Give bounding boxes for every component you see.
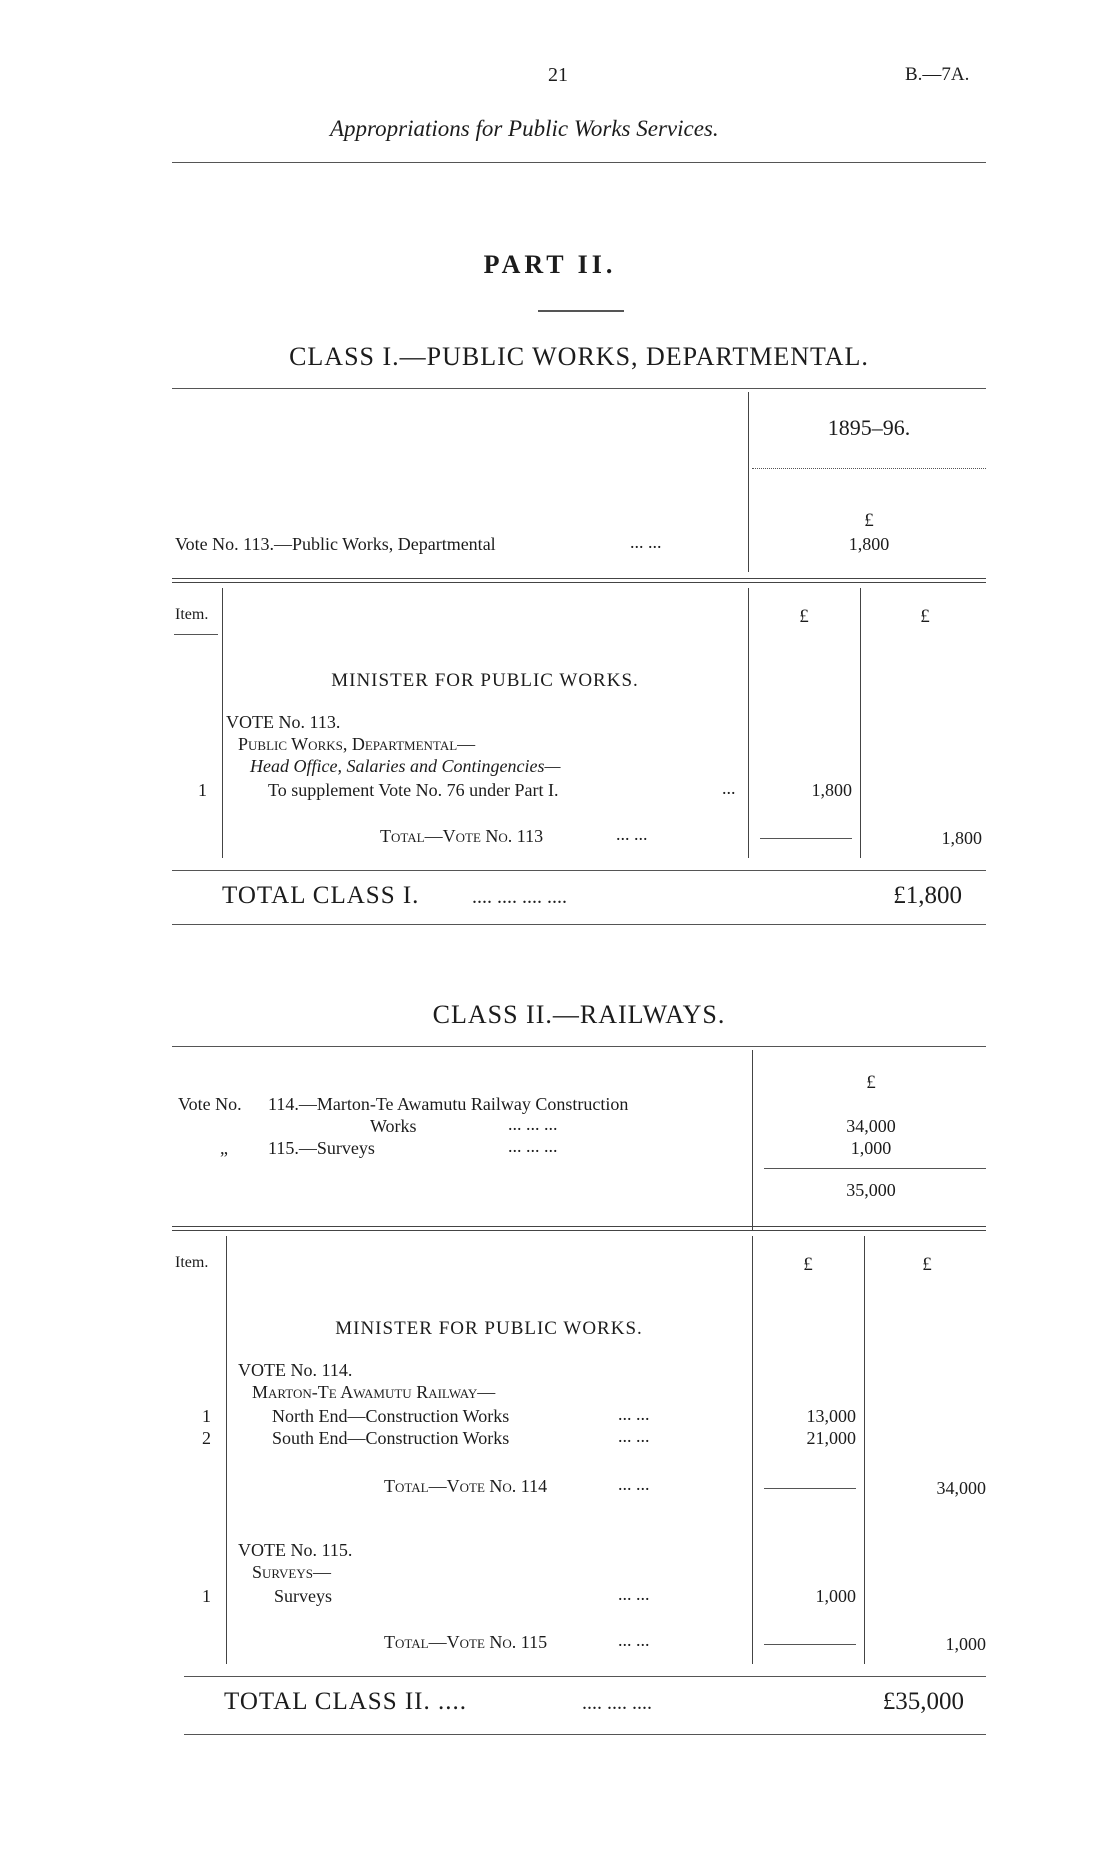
class1-item-header: Item. [175,606,209,623]
class1-total-dots: .... .... .... .... [472,886,567,908]
vote115-item-1-dots: ... ... [618,1584,650,1604]
class1-total-vote-dots: ... ... [616,824,648,844]
class2-summary-vote-115: 115.—Surveys [268,1138,375,1158]
class2-minister-heading: MINISTER FOR PUBLIC WORKS. [335,1318,643,1339]
class2-col1-currency: £ [803,1254,813,1275]
class1-item-amount: 1,800 [811,780,852,800]
class2-summary-vote-114: 114.—Marton-Te Awamutu Railway Construction [268,1094,629,1114]
class1-bottom-rule [172,924,986,925]
class2-col1-divider [752,1236,753,1664]
class2-item-divider [226,1236,227,1664]
class2-summary-total: 35,000 [846,1180,896,1200]
class1-vote-subhead: Head Office, Salaries and Contingencies— [250,756,561,776]
vote114-total-amount: 34,000 [936,1478,986,1498]
class1-col2-currency: £ [920,606,930,627]
vote115-item-1-number: 1 [202,1586,211,1606]
vote115-total-amount: 1,000 [945,1634,986,1654]
vote114-item-1-description: North End—Construction Works [272,1406,510,1426]
class2-summary-dots-114: ... ... ... [508,1114,558,1134]
class1-item-number: 1 [198,780,207,800]
class1-total-amount: £1,800 [893,882,962,909]
class2-top-rule [172,1046,986,1047]
class2-summary-prefix: Vote No. [178,1094,242,1114]
class2-title: CLASS II.—RAILWAYS. [432,1000,726,1029]
class1-total-label: TOTAL CLASS I. [222,882,420,909]
class2-item-header: Item. [175,1254,209,1271]
class2-bottom-rule [184,1734,986,1735]
vote114-item-1-dots: ... ... [618,1404,650,1424]
class1-summary-bottom-rule [172,578,986,583]
vote114-total-dots: ... ... [618,1474,650,1494]
vote114-total-label: Total—Vote No. 114 [384,1476,548,1496]
vote115-item-1-description: Surveys [274,1586,332,1606]
class1-summary-vote-113: Vote No. 113.—Public Works, Departmental [175,534,496,554]
vote115-total-label: Total—Vote No. 115 [384,1632,548,1652]
class2-summary-amount-114: 34,000 [846,1116,896,1136]
class1-vote-subtitle: Public Works, Departmental— [238,734,476,754]
vote114-heading: VOTE No. 114. [238,1360,353,1380]
vote115-item-1-amount: 1,000 [815,1586,856,1606]
header-rule [172,162,986,163]
class1-col2-divider [860,588,861,858]
class1-year-rule [752,468,986,469]
vote114-item-1-amount: 13,000 [806,1406,856,1426]
document-reference: B.—7A. [905,64,970,85]
class1-total-vote-label: Total—Vote No. 113 [380,826,544,846]
class2-summary-sum-rule [764,1168,986,1169]
class1-top-rule [172,388,986,389]
class2-total-top-rule [184,1676,986,1677]
class2-total-label: TOTAL CLASS II. .... [224,1688,467,1715]
class1-total-top-rule [172,870,986,871]
class2-col2-divider [864,1236,865,1664]
class2-summary-vote-114-cont: Works [370,1116,417,1136]
vote114-subtitle: Marton-Te Awamutu Railway— [252,1382,496,1402]
class1-summary-amount: 1,800 [848,534,890,554]
class2-summary-currency: £ [866,1072,876,1093]
class1-title: CLASS I.—PUBLIC WORKS, DEPARTMENTAL. [289,342,869,371]
part-title: PART II. [483,250,617,279]
page-number: 21 [548,64,568,86]
vote114-total-rule [764,1488,856,1489]
class1-summary-divider [748,392,749,572]
class1-item-divider [222,588,223,858]
class2-col2-currency: £ [922,1254,932,1275]
part-title-rule [538,310,624,312]
vote114-item-2-amount: 21,000 [806,1428,856,1448]
class1-item-header-rule [174,634,218,635]
vote115-total-dots: ... ... [618,1630,650,1650]
vote114-item-2-dots: ... ... [618,1426,650,1446]
class2-summary-ditto: „ [220,1138,228,1158]
class1-col1-divider [748,588,749,858]
class2-summary-amount-115: 1,000 [850,1138,892,1158]
class1-total-vote-amount: 1,800 [941,828,982,848]
class1-item-dots: ... [722,778,736,798]
vote114-item-1-number: 1 [202,1406,211,1426]
vote114-item-2-description: South End—Construction Works [272,1428,510,1448]
class1-item-description: To supplement Vote No. 76 under Part I. [268,780,559,800]
class1-total-vote-rule [760,838,852,839]
vote115-subtitle: Surveys— [252,1562,331,1582]
vote115-total-rule [764,1644,856,1645]
class1-year: 1895–96. [827,415,911,440]
class2-summary-dots-115: ... ... ... [508,1136,558,1156]
running-title: Appropriations for Public Works Services. [330,116,719,141]
class1-summary-dots: ... ... [630,532,662,552]
class1-vote-heading: VOTE No. 113. [226,712,341,732]
vote114-item-2-number: 2 [202,1428,211,1448]
class2-total-amount: £35,000 [882,1688,964,1715]
class1-col1-currency: £ [799,606,809,627]
vote115-heading: VOTE No. 115. [238,1540,353,1560]
class2-summary-divider [752,1050,753,1230]
class1-summary-currency: £ [864,510,874,531]
class2-total-dots: .... .... .... [582,1692,652,1714]
class1-minister-heading: MINISTER FOR PUBLIC WORKS. [331,670,639,691]
class2-summary-bottom-rule [172,1226,986,1231]
